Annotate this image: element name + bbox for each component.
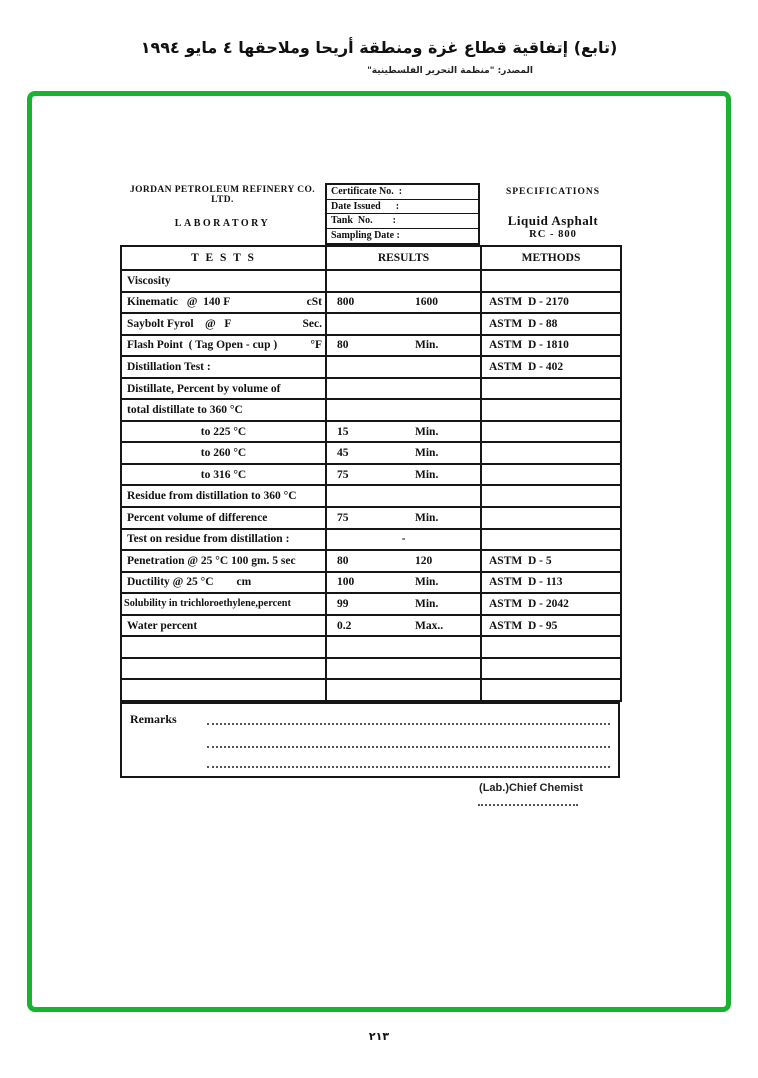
method-cell: ASTM D - 1810 xyxy=(481,335,621,357)
test-results-table xyxy=(120,245,622,702)
method-cell xyxy=(481,421,621,443)
result-cell xyxy=(326,270,481,292)
remarks-dotted-line xyxy=(207,746,610,748)
remarks-label: Remarks xyxy=(130,712,177,726)
result-cell: 800 1600 xyxy=(326,292,481,314)
product-grade: RC - 800 xyxy=(529,229,577,240)
table-row xyxy=(121,292,621,314)
table-row xyxy=(121,485,621,507)
test-name-cell: Distillate, Percent by volume of xyxy=(121,378,326,400)
test-name-cell: Water percent xyxy=(121,615,326,637)
method-cell xyxy=(481,270,621,292)
table-row xyxy=(121,636,621,658)
method-cell: ASTM D - 95 xyxy=(481,615,621,637)
test-name-cell: Residue from distillation to 360 °C xyxy=(121,485,326,507)
result-cell xyxy=(326,378,481,400)
method-cell: ASTM D - 2042 xyxy=(481,593,621,615)
table-row xyxy=(121,378,621,400)
results-column-header: RESULTS xyxy=(326,246,481,270)
test-name-cell: to 225 °C xyxy=(121,421,326,443)
test-name-cell xyxy=(121,636,326,658)
signature-dotted-line xyxy=(478,796,578,806)
table-header-row xyxy=(121,246,621,270)
table-row xyxy=(121,464,621,486)
table-row xyxy=(121,442,621,464)
chief-chemist-signature-label: (Lab.)Chief Chemist xyxy=(479,782,583,794)
method-cell xyxy=(481,636,621,658)
test-name-cell: Ductility @ 25 °C cm xyxy=(121,572,326,594)
method-cell xyxy=(481,464,621,486)
tank-no-field: Tank No. : xyxy=(327,214,478,229)
result-cell: 99 Min. xyxy=(326,593,481,615)
table-row xyxy=(121,679,621,701)
method-cell: ASTM D - 5 xyxy=(481,550,621,572)
method-cell xyxy=(481,529,621,551)
test-name-cell: Saybolt Fyrol @ F Sec. xyxy=(121,313,326,335)
method-cell: ASTM D - 2170 xyxy=(481,292,621,314)
result-cell xyxy=(326,399,481,421)
method-cell xyxy=(481,658,621,680)
date-issued-field: Date Issued : xyxy=(327,200,478,215)
test-name-cell: Percent volume of difference xyxy=(121,507,326,529)
result-cell: 45 Min. xyxy=(326,442,481,464)
table-row xyxy=(121,593,621,615)
table-row xyxy=(121,529,621,551)
test-name-cell xyxy=(121,679,326,701)
result-cell: 75 Min. xyxy=(326,464,481,486)
result-cell xyxy=(326,636,481,658)
page-number: ٢١٣ xyxy=(368,1030,390,1043)
remarks-dotted-line xyxy=(207,723,610,725)
method-cell xyxy=(481,485,621,507)
table-row xyxy=(121,572,621,594)
test-table-body xyxy=(121,270,621,701)
laboratory-label: LABORATORY xyxy=(174,218,271,229)
result-cell xyxy=(326,679,481,701)
test-name-cell xyxy=(121,658,326,680)
test-name-cell: Kinematic @ 140 F cSt xyxy=(121,292,326,314)
table-row xyxy=(121,658,621,680)
test-name-cell: Distillation Test : xyxy=(121,356,326,378)
method-cell xyxy=(481,378,621,400)
table-row xyxy=(121,507,621,529)
product-name: Liquid Asphalt xyxy=(507,213,599,228)
method-cell xyxy=(481,507,621,529)
method-cell: ASTM D - 113 xyxy=(481,572,621,594)
result-cell: 0.2 Max.. xyxy=(326,615,481,637)
remarks-dotted-line xyxy=(207,766,610,768)
test-name-cell: to 316 °C xyxy=(121,464,326,486)
test-name-cell: Viscosity xyxy=(121,270,326,292)
method-cell xyxy=(481,442,621,464)
remarks-section xyxy=(120,702,620,778)
result-cell xyxy=(326,485,481,507)
tests-column-header: T E S T S xyxy=(121,246,326,270)
table-row xyxy=(121,615,621,637)
sampling-date-field: Sampling Date : xyxy=(331,229,400,241)
certificate-no-field: Certificate No. : xyxy=(327,185,478,200)
result-cell: - xyxy=(326,529,481,551)
table-row xyxy=(121,399,621,421)
result-cell: 100 Min. xyxy=(326,572,481,594)
methods-column-header: METHODS xyxy=(481,246,621,270)
result-cell: 15 Min. xyxy=(326,421,481,443)
table-row xyxy=(121,313,621,335)
table-row xyxy=(121,270,621,292)
document-title-arabic: (تابع) إتفاقية قطاع غزة ومنطقة أريحا وملاحقها ٤ مايو ١٩٩٤ xyxy=(140,38,618,57)
result-cell: 80 Min. xyxy=(326,335,481,357)
test-name-cell: Penetration @ 25 °C 100 gm. 5 sec xyxy=(121,550,326,572)
test-name-cell: Flash Point ( Tag Open - cup ) °F xyxy=(121,335,326,357)
result-cell xyxy=(326,658,481,680)
table-row xyxy=(121,356,621,378)
method-cell: ASTM D - 88 xyxy=(481,313,621,335)
result-cell xyxy=(326,356,481,378)
method-cell xyxy=(481,679,621,701)
table-row xyxy=(121,335,621,357)
table-row xyxy=(121,421,621,443)
table-row xyxy=(121,550,621,572)
result-cell xyxy=(326,313,481,335)
result-cell: 80 120 xyxy=(326,550,481,572)
method-cell xyxy=(481,399,621,421)
test-name-cell: to 260 °C xyxy=(121,442,326,464)
certificate-info-box xyxy=(325,183,480,245)
test-name-cell: Solubility in trichloroethylene,percent xyxy=(121,593,326,615)
test-name-cell: Test on residue from distillation : xyxy=(121,529,326,551)
result-cell: 75 Min. xyxy=(326,507,481,529)
specifications-title: SPECIFICATIONS xyxy=(505,187,601,197)
company-name: JORDAN PETROLEUM REFINERY CO. LTD. xyxy=(129,185,316,205)
test-name-cell: total distillate to 360 °C xyxy=(121,399,326,421)
method-cell: ASTM D - 402 xyxy=(481,356,621,378)
document-source-arabic: المصدر: "منظمة التحرير الفلسطينية" xyxy=(367,66,533,76)
